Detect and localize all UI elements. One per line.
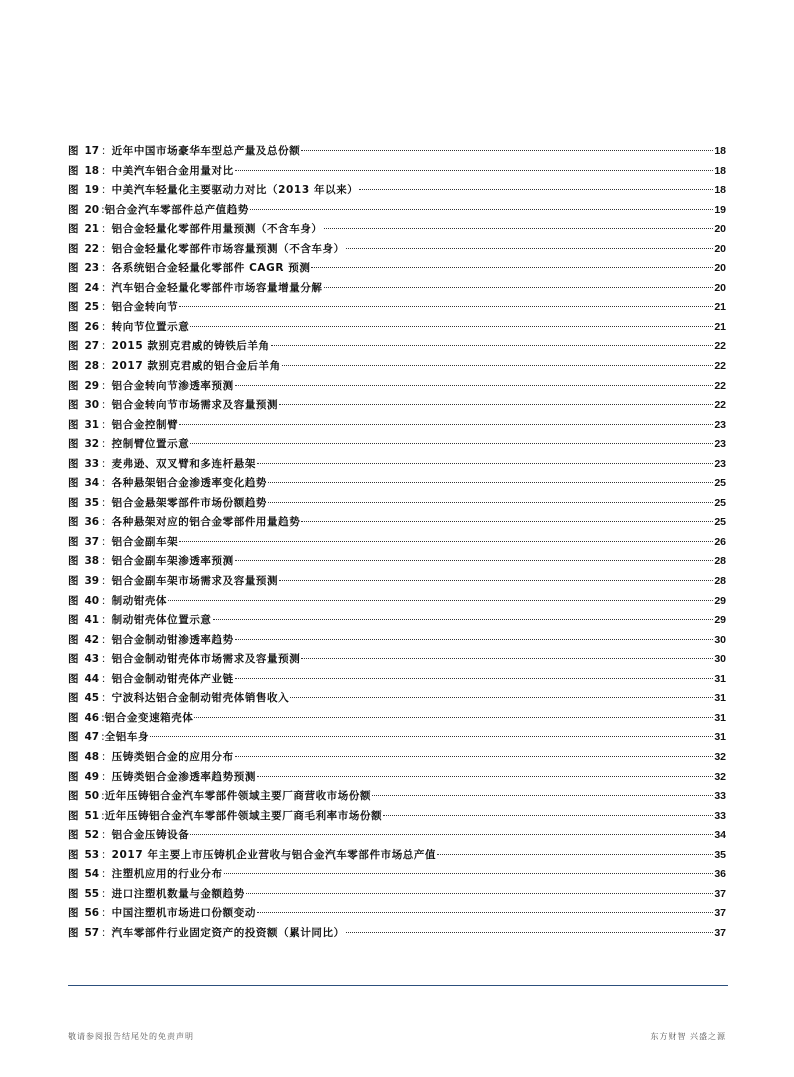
toc-entry[interactable] [68,592,726,612]
toc-entry-page: 37 [714,887,726,900]
toc-entry[interactable] [68,240,726,260]
toc-entry[interactable] [68,748,726,768]
toc-dot-leader [359,189,713,190]
toc-entry-label: 图 [68,750,79,763]
toc-entry-title: 铝合金制动钳壳体产业链 [111,672,234,685]
toc-entry-page: 37 [714,907,726,920]
toc-entry-title: 压铸类铝合金的应用分布 [111,750,234,763]
toc-entry-title: 近年压铸铝合金汽车零部件领域主要厂商毛利率市场份额 [104,809,383,822]
toc-entry-separator: ： [101,223,112,236]
toc-entry-number: 54 [84,868,100,881]
toc-entry-separator: ： [101,653,112,666]
toc-entry-title: 各种悬架铝合金渗透率变化趋势 [111,477,268,490]
toc-entry-separator: ： [101,457,112,470]
toc-entry-title: 宁波科达铝合金制动钳壳体销售收入 [111,692,290,705]
toc-entry-number: 56 [84,907,100,920]
toc-entry-page: 18 [714,164,726,177]
toc-entry-label: 图 [68,164,79,177]
toc-entry[interactable] [68,416,726,436]
toc-entry-number: 51 [84,809,100,822]
toc-entry[interactable] [68,728,726,748]
toc-entry[interactable] [68,377,726,397]
toc-entry-number: 39 [84,575,100,588]
toc-dot-leader [246,893,713,894]
toc-entry-number: 35 [84,496,100,509]
toc-entry-title: 中美汽车轻量化主要驱动力对比（2013 年以来） [111,184,359,197]
toc-entry-separator: ： [101,360,112,373]
toc-entry-separator: ： [101,320,112,333]
toc-entry[interactable] [68,807,726,827]
toc-entry-label: 图 [68,692,79,705]
toc-entry[interactable] [68,552,726,572]
toc-entry-separator: : [101,809,105,822]
toc-entry-label: 图 [68,399,79,412]
toc-entry-title: 控制臂位置示意 [111,438,190,451]
toc-entry[interactable] [68,142,726,162]
toc-entry-number: 21 [84,223,100,236]
toc-entry-page: 23 [714,457,726,470]
toc-entry-separator: ： [101,535,112,548]
toc-entry-number: 28 [84,360,100,373]
toc-entry-separator: ： [101,164,112,177]
footer-disclaimer: 敬请参阅报告结尾处的免责声明 [68,1032,194,1041]
toc-entry-title: 制动钳壳体 [111,594,168,607]
toc-entry-label: 图 [68,653,79,666]
toc-entry[interactable] [68,787,726,807]
toc-entry-page: 29 [714,614,726,627]
toc-entry-page: 31 [714,672,726,685]
toc-entry-title: 铝合金转向节市场需求及容量预测 [111,399,279,412]
toc-entry-label: 图 [68,614,79,627]
toc-entry-label: 图 [68,790,79,803]
toc-entry-page: 20 [714,262,726,275]
toc-entry-label: 图 [68,457,79,470]
toc-entry-label: 图 [68,379,79,392]
toc-entry-number: 42 [84,633,100,646]
toc-entry-title: 汽车零部件行业固定资产的投资额（累计同比） [111,926,345,939]
toc-entry-title: 铝合金压铸设备 [111,829,190,842]
toc-dot-leader [168,600,713,601]
toc-entry[interactable] [68,220,726,240]
footer-divider [68,985,728,986]
toc-entry-label: 图 [68,672,79,685]
toc-entry-separator: ： [101,555,112,568]
toc-dot-leader [150,736,713,737]
toc-entry-page: 29 [714,594,726,607]
toc-entry-number: 53 [84,848,100,861]
toc-entry-title: 2017 年主要上市压铸机企业营收与铝合金汽车零部件市场总产值 [111,848,437,861]
toc-entry-title: 压铸类铝合金渗透率趋势预测 [111,770,256,783]
toc-entry[interactable] [68,572,726,592]
toc-entry-number: 20 [84,203,100,216]
toc-dot-leader [235,678,714,679]
toc-dot-leader [194,717,713,718]
toc-entry-page: 32 [714,770,726,783]
toc-dot-leader [179,306,713,307]
toc-entry-page: 22 [714,399,726,412]
toc-entry[interactable] [68,494,726,514]
toc-entry[interactable] [68,318,726,338]
toc-entry-number: 32 [84,438,100,451]
toc-entry-number: 47 [84,731,100,744]
toc-entry-number: 40 [84,594,100,607]
toc-entry-number: 38 [84,555,100,568]
toc-entry-number: 17 [84,145,100,157]
toc-entry-number: 31 [84,418,100,431]
toc-entry-page: 26 [714,535,726,548]
toc-entry-label: 图 [68,809,79,822]
toc-entry-title: 各系统铝合金轻量化零部件 CAGR 预测 [111,262,311,275]
toc-entry[interactable] [68,689,726,709]
toc-entry-separator: : [101,711,105,724]
toc-entry-separator: ： [101,594,112,607]
toc-entry-label: 图 [68,203,79,216]
toc-dot-leader [282,365,714,366]
toc-entry-page: 33 [714,809,726,822]
toc-entry[interactable] [68,201,726,221]
toc-entry-label: 图 [68,340,79,353]
toc-entry-number: 34 [84,477,100,490]
toc-entry-number: 41 [84,614,100,627]
toc-entry-page: 35 [714,848,726,861]
toc-entry-page: 21 [714,301,726,314]
figure-index [68,142,726,943]
toc-dot-leader [224,873,714,874]
toc-entry-title: 麦弗逊、双叉臂和多连杆悬架 [111,457,256,470]
toc-entry-number: 19 [84,184,100,197]
toc-dot-leader [190,834,713,835]
toc-entry[interactable] [68,865,726,885]
toc-entry-separator: ： [101,672,112,685]
toc-entry-separator: ： [101,633,112,646]
toc-dot-leader [279,404,713,405]
toc-entry-page: 34 [714,829,726,842]
toc-entry-separator: ： [101,145,112,157]
toc-entry-title: 铝合金控制臂 [111,418,179,431]
toc-entry[interactable] [68,904,726,924]
toc-entry-label: 图 [68,184,79,197]
toc-entry-page: 31 [714,731,726,744]
toc-entry-title: 铝合金转向节 [111,301,179,314]
toc-entry-separator: ： [101,496,112,509]
toc-entry-title: 铝合金转向节渗透率预测 [111,379,234,392]
toc-entry-title: 铝合金轻量化零部件市场容量预测（不含车身） [111,242,345,255]
toc-entry-number: 49 [84,770,100,783]
toc-dot-leader [279,580,713,581]
toc-entry-separator: : [101,731,105,744]
toc-entry[interactable] [68,924,726,944]
toc-dot-leader [190,443,713,444]
toc-dot-leader [179,541,713,542]
toc-entry-title: 2015 款别克君威的铸铁后羊角 [111,340,270,353]
toc-entry-separator: : [101,203,105,216]
toc-entry-number: 45 [84,692,100,705]
toc-entry[interactable] [68,181,726,201]
toc-entry-title: 铝合金变速箱壳体 [104,711,194,724]
toc-dot-leader [301,521,713,522]
toc-entry-page: 36 [714,868,726,881]
toc-entry-title: 铝合金汽车零部件总产值趋势 [104,203,249,216]
toc-entry-page: 20 [714,281,726,294]
toc-entry-page: 37 [714,926,726,939]
toc-entry-page: 33 [714,790,726,803]
toc-entry-page: 23 [714,438,726,451]
toc-entry-label: 图 [68,535,79,548]
toc-entry-title: 铝合金制动钳渗透率趋势 [111,633,234,646]
toc-entry-separator: ： [101,399,112,412]
toc-entry-label: 图 [68,145,79,157]
toc-entry-title: 各种悬架对应的铝合金零部件用量趋势 [111,516,301,529]
toc-entry-separator: ： [101,829,112,842]
toc-entry-page: 23 [714,418,726,431]
toc-entry-separator: ： [101,281,112,294]
toc-entry[interactable] [68,279,726,299]
toc-dot-leader [271,345,714,346]
toc-entry-label: 图 [68,262,79,275]
toc-dot-leader [437,854,713,855]
toc-entry[interactable] [68,533,726,553]
toc-entry-number: 22 [84,242,100,255]
toc-entry[interactable] [68,709,726,729]
toc-entry-separator: ： [101,575,112,588]
toc-entry[interactable] [68,611,726,631]
toc-entry-label: 图 [68,360,79,373]
toc-entry-number: 36 [84,516,100,529]
footer-slogan: 东方财智 兴盛之源 [650,1032,726,1041]
toc-entry-title: 近年中国市场豪华车型总产量及总份额 [111,145,301,157]
toc-entry-page: 20 [714,242,726,255]
toc-entry-label: 图 [68,301,79,314]
toc-dot-leader [268,482,713,483]
toc-entry-label: 图 [68,575,79,588]
toc-entry-separator: ： [101,516,112,529]
toc-dot-leader [301,150,713,151]
toc-entry-page: 25 [714,496,726,509]
toc-entry-number: 57 [84,926,100,939]
toc-dot-leader [324,228,714,229]
toc-dot-leader [235,639,714,640]
toc-dot-leader [346,248,714,249]
toc-entry-label: 图 [68,926,79,939]
toc-entry-label: 图 [68,868,79,881]
toc-entry-title: 铝合金副车架渗透率预测 [111,555,234,568]
toc-entry-label: 图 [68,516,79,529]
toc-entry-label: 图 [68,848,79,861]
toc-entry-separator: ： [101,614,112,627]
toc-entry-page: 20 [714,223,726,236]
toc-entry-label: 图 [68,281,79,294]
toc-dot-leader [250,209,713,210]
toc-entry-label: 图 [68,731,79,744]
toc-entry-page: 22 [714,360,726,373]
toc-entry-page: 25 [714,516,726,529]
toc-entry-separator: : [101,790,105,803]
toc-entry-page: 25 [714,477,726,490]
toc-dot-leader [324,287,714,288]
toc-entry-page: 31 [714,711,726,724]
toc-entry-separator: ： [101,301,112,314]
toc-dot-leader [301,658,713,659]
toc-dot-leader [179,424,713,425]
toc-entry-separator: ： [101,848,112,861]
toc-entry-title: 制动钳壳体位置示意 [111,614,212,627]
toc-dot-leader [213,619,714,620]
toc-entry-separator: ： [101,242,112,255]
toc-entry-page: 21 [714,320,726,333]
toc-entry-separator: ： [101,262,112,275]
toc-entry-number: 25 [84,301,100,314]
toc-entry[interactable] [68,670,726,690]
toc-dot-leader [235,385,714,386]
toc-dot-leader [383,815,713,816]
toc-entry[interactable] [68,396,726,416]
toc-entry-title: 汽车铝合金轻量化零部件市场容量增量分解 [111,281,323,294]
toc-entry-number: 29 [84,379,100,392]
toc-entry-number: 26 [84,320,100,333]
toc-entry-title: 进口注塑机数量与金额趋势 [111,887,245,900]
toc-entry-title: 中美汽车铝合金用量对比 [111,164,234,177]
toc-entry-separator: ： [101,770,112,783]
toc-entry[interactable] [68,631,726,651]
toc-entry[interactable] [68,885,726,905]
toc-entry-number: 50 [84,790,100,803]
toc-entry-page: 19 [714,203,726,216]
toc-entry[interactable] [68,846,726,866]
toc-dot-leader [268,502,713,503]
toc-dot-leader [235,756,714,757]
toc-entry-page: 30 [714,633,726,646]
toc-entry-number: 24 [84,281,100,294]
toc-entry-label: 图 [68,829,79,842]
toc-entry-title: 铝合金副车架 [111,535,179,548]
toc-entry-page: 28 [714,555,726,568]
toc-dot-leader [290,697,713,698]
toc-entry-label: 图 [68,887,79,900]
toc-entry-separator: ： [101,184,112,197]
toc-entry[interactable] [68,298,726,318]
toc-entry-page: 31 [714,692,726,705]
toc-entry[interactable] [68,513,726,533]
toc-entry-title: 铝合金制动钳壳体市场需求及容量预测 [111,653,301,666]
toc-dot-leader [311,267,713,268]
toc-entry-number: 44 [84,672,100,685]
toc-entry[interactable] [68,826,726,846]
toc-entry-number: 43 [84,653,100,666]
toc-entry-title: 铝合金副车架市场需求及容量预测 [111,575,279,588]
toc-entry-page: 32 [714,750,726,763]
toc-entry[interactable] [68,474,726,494]
toc-entry-separator: ： [101,418,112,431]
toc-entry[interactable] [68,259,726,279]
toc-entry-title: 铝合金悬架零部件市场份额趋势 [111,496,268,509]
toc-entry-separator: ： [101,868,112,881]
toc-entry-separator: ： [101,907,112,920]
toc-entry-title: 转向节位置示意 [111,320,190,333]
toc-entry-label: 图 [68,907,79,920]
toc-entry-label: 图 [68,242,79,255]
toc-entry[interactable] [68,357,726,377]
toc-entry-label: 图 [68,223,79,236]
toc-entry-page: 22 [714,340,726,353]
toc-entry-label: 图 [68,711,79,724]
toc-entry-label: 图 [68,555,79,568]
toc-entry-label: 图 [68,496,79,509]
toc-entry-number: 18 [84,164,100,177]
toc-entry-title: 全铝车身 [104,731,150,744]
toc-entry-title: 中国注塑机市场进口份额变动 [111,907,256,920]
toc-entry[interactable] [68,162,726,182]
toc-entry-label: 图 [68,418,79,431]
toc-entry-title: 注塑机应用的行业分布 [111,868,223,881]
toc-entry[interactable] [68,768,726,788]
toc-dot-leader [235,170,714,171]
toc-entry-separator: ： [101,887,112,900]
toc-entry-separator: ： [101,379,112,392]
toc-entry[interactable] [68,455,726,475]
toc-entry-label: 图 [68,770,79,783]
toc-entry-page: 28 [714,575,726,588]
toc-dot-leader [346,932,714,933]
toc-entry-label: 图 [68,320,79,333]
toc-entry-number: 37 [84,535,100,548]
toc-entry-label: 图 [68,438,79,451]
toc-entry-number: 27 [84,340,100,353]
toc-entry-separator: ： [101,340,112,353]
toc-entry-separator: ： [101,692,112,705]
toc-entry-number: 23 [84,262,100,275]
toc-entry-number: 52 [84,829,100,842]
toc-entry-label: 图 [68,594,79,607]
toc-dot-leader [372,795,713,796]
toc-dot-leader [235,560,714,561]
toc-dot-leader [190,326,713,327]
toc-entry-number: 33 [84,457,100,470]
toc-entry-number: 48 [84,750,100,763]
toc-entry-separator: ： [101,750,112,763]
toc-entry-page: 18 [714,184,726,197]
toc-entry[interactable] [68,337,726,357]
toc-entry[interactable] [68,650,726,670]
toc-entry-separator: ： [101,438,112,451]
toc-entry-label: 图 [68,633,79,646]
toc-entry-number: 55 [84,887,100,900]
toc-dot-leader [257,912,713,913]
toc-entry-page: 30 [714,653,726,666]
toc-entry-title: 2017 款别克君威的铝合金后羊角 [111,360,281,373]
toc-entry-title: 近年压铸铝合金汽车零部件领域主要厂商营收市场份额 [104,790,372,803]
toc-entry-number: 46 [84,711,100,724]
toc-entry-label: 图 [68,477,79,490]
toc-entry[interactable] [68,435,726,455]
toc-entry-number: 30 [84,399,100,412]
toc-entry-title: 铝合金轻量化零部件用量预测（不含车身） [111,223,323,236]
toc-dot-leader [257,776,713,777]
toc-entry-page: 22 [714,379,726,392]
toc-entry-separator: ： [101,477,112,490]
toc-dot-leader [257,463,713,464]
toc-entry-page: 18 [714,145,726,157]
toc-entry-separator: ： [101,926,112,939]
